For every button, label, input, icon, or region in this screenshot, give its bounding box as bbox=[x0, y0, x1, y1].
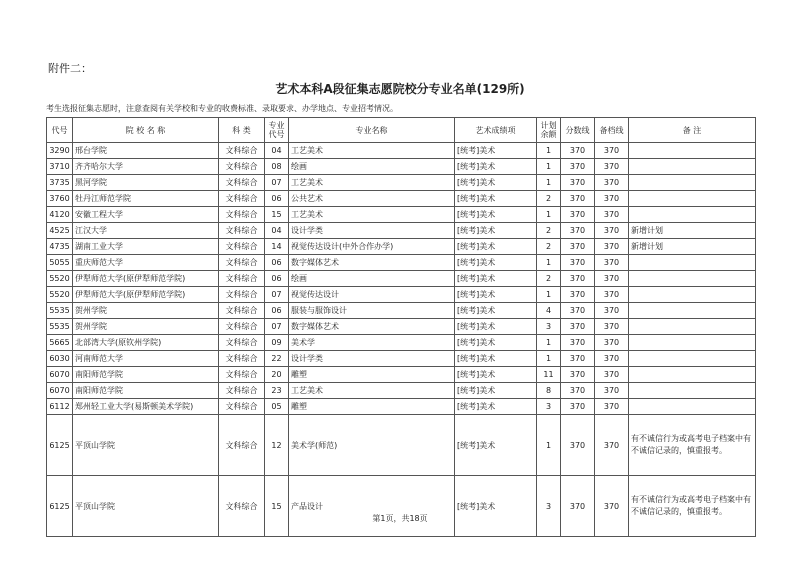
cell-exam: [统考]美术 bbox=[455, 351, 537, 367]
cell-code: 6070 bbox=[47, 383, 73, 399]
cell-category: 文科综合 bbox=[219, 271, 265, 287]
cell-file-score: 370 bbox=[595, 255, 629, 271]
cell-exam: [统考]美术 bbox=[455, 367, 537, 383]
header-exam: 艺术成绩项 bbox=[455, 118, 537, 143]
table-row bbox=[47, 207, 756, 223]
cell-file-score: 370 bbox=[595, 191, 629, 207]
cell-major-name: 雕塑 bbox=[289, 399, 455, 415]
cell-category: 文科综合 bbox=[219, 303, 265, 319]
cell-major-name: 服装与服饰设计 bbox=[289, 303, 455, 319]
cell-school: 北部湾大学(原钦州学院) bbox=[73, 335, 219, 351]
cell-file-score: 370 bbox=[595, 287, 629, 303]
cell-major-name: 美术学(师范) bbox=[289, 415, 455, 476]
cell-category: 文科综合 bbox=[219, 175, 265, 191]
cell-school: 邢台学院 bbox=[73, 143, 219, 159]
cell-category: 文科综合 bbox=[219, 143, 265, 159]
cell-code: 6112 bbox=[47, 399, 73, 415]
cell-code: 3735 bbox=[47, 175, 73, 191]
cell-school: 伊犁师范大学(原伊犁师范学院) bbox=[73, 271, 219, 287]
table-row bbox=[47, 476, 756, 537]
cell-major-code: 05 bbox=[265, 399, 289, 415]
cell-plan: 2 bbox=[537, 223, 561, 239]
cell-remark bbox=[629, 399, 756, 415]
cell-school: 重庆师范大学 bbox=[73, 255, 219, 271]
cell-major-name: 公共艺术 bbox=[289, 191, 455, 207]
cell-exam: [统考]美术 bbox=[455, 207, 537, 223]
cell-major-name: 数字媒体艺术 bbox=[289, 319, 455, 335]
cell-major-code: 23 bbox=[265, 383, 289, 399]
cell-category: 文科综合 bbox=[219, 287, 265, 303]
cell-plan: 4 bbox=[537, 303, 561, 319]
cell-plan: 1 bbox=[537, 255, 561, 271]
cell-exam: [统考]美术 bbox=[455, 303, 537, 319]
cell-category: 文科综合 bbox=[219, 159, 265, 175]
cell-major-code: 04 bbox=[265, 143, 289, 159]
cell-plan: 1 bbox=[537, 143, 561, 159]
cell-school: 南阳师范学院 bbox=[73, 367, 219, 383]
cell-exam: [统考]美术 bbox=[455, 159, 537, 175]
header-remark: 备 注 bbox=[629, 118, 756, 143]
table-row bbox=[47, 223, 756, 239]
table-row bbox=[47, 287, 756, 303]
table-row bbox=[47, 271, 756, 287]
cell-code: 5520 bbox=[47, 271, 73, 287]
cell-major-code: 06 bbox=[265, 191, 289, 207]
cell-score: 370 bbox=[561, 383, 595, 399]
cell-code: 6030 bbox=[47, 351, 73, 367]
cell-file-score: 370 bbox=[595, 399, 629, 415]
cell-remark bbox=[629, 303, 756, 319]
cell-category: 文科综合 bbox=[219, 383, 265, 399]
cell-remark bbox=[629, 319, 756, 335]
cell-exam: [统考]美术 bbox=[455, 383, 537, 399]
cell-major-name: 工艺美术 bbox=[289, 143, 455, 159]
cell-school: 平顶山学院 bbox=[73, 415, 219, 476]
cell-major-code: 22 bbox=[265, 351, 289, 367]
cell-major-name: 绘画 bbox=[289, 271, 455, 287]
cell-file-score: 370 bbox=[595, 239, 629, 255]
cell-code: 5665 bbox=[47, 335, 73, 351]
cell-school: 齐齐哈尔大学 bbox=[73, 159, 219, 175]
cell-code: 3710 bbox=[47, 159, 73, 175]
cell-score: 370 bbox=[561, 175, 595, 191]
cell-category: 文科综合 bbox=[219, 399, 265, 415]
cell-plan: 1 bbox=[537, 415, 561, 476]
cell-file-score: 370 bbox=[595, 351, 629, 367]
cell-plan: 2 bbox=[537, 239, 561, 255]
cell-code: 5520 bbox=[47, 287, 73, 303]
cell-major-name: 绘画 bbox=[289, 159, 455, 175]
cell-remark bbox=[629, 335, 756, 351]
table-body bbox=[47, 143, 756, 537]
table-row bbox=[47, 351, 756, 367]
cell-major-code: 06 bbox=[265, 255, 289, 271]
cell-remark bbox=[629, 255, 756, 271]
cell-major-name: 视觉传达设计 bbox=[289, 287, 455, 303]
cell-code: 4735 bbox=[47, 239, 73, 255]
cell-major-code: 20 bbox=[265, 367, 289, 383]
cell-remark: 有不诚信行为或高考电子档案中有不诚信记录的，慎重报考。 bbox=[629, 415, 756, 476]
cell-score: 370 bbox=[561, 351, 595, 367]
cell-score: 370 bbox=[561, 159, 595, 175]
cell-code: 4120 bbox=[47, 207, 73, 223]
cell-plan: 11 bbox=[537, 367, 561, 383]
page-title: 艺术本科A段征集志愿院校分专业名单(129所) bbox=[275, 82, 525, 96]
cell-file-score: 370 bbox=[595, 383, 629, 399]
cell-exam: [统考]美术 bbox=[455, 271, 537, 287]
cell-code: 4525 bbox=[47, 223, 73, 239]
cell-remark: 有不诚信行为或高考电子档案中有不诚信记录的，慎重报考。 bbox=[629, 476, 756, 537]
cell-exam: [统考]美术 bbox=[455, 287, 537, 303]
cell-school: 平顶山学院 bbox=[73, 476, 219, 537]
cell-category: 文科综合 bbox=[219, 255, 265, 271]
header-major-name: 专业名称 bbox=[289, 118, 455, 143]
cell-major-code: 06 bbox=[265, 271, 289, 287]
attachment-label: 附件二： bbox=[48, 62, 92, 75]
cell-file-score: 370 bbox=[595, 175, 629, 191]
cell-code: 6125 bbox=[47, 415, 73, 476]
cell-remark bbox=[629, 367, 756, 383]
table-row bbox=[47, 255, 756, 271]
cell-major-code: 06 bbox=[265, 303, 289, 319]
cell-score: 370 bbox=[561, 191, 595, 207]
cell-major-name: 工艺美术 bbox=[289, 207, 455, 223]
cell-major-name: 产品设计 bbox=[289, 476, 455, 537]
cell-major-code: 08 bbox=[265, 159, 289, 175]
enrollment-table bbox=[46, 117, 756, 537]
cell-major-code: 07 bbox=[265, 287, 289, 303]
cell-remark bbox=[629, 287, 756, 303]
cell-exam: [统考]美术 bbox=[455, 239, 537, 255]
cell-file-score: 370 bbox=[595, 159, 629, 175]
cell-file-score: 370 bbox=[595, 476, 629, 537]
cell-category: 文科综合 bbox=[219, 367, 265, 383]
cell-file-score: 370 bbox=[595, 223, 629, 239]
notice-text: 考生选报征集志愿时，注意查阅有关学校和专业的收费标准、录取要求、办学地点、专业招考情况。 bbox=[46, 104, 398, 113]
cell-exam: [统考]美术 bbox=[455, 175, 537, 191]
cell-score: 370 bbox=[561, 287, 595, 303]
cell-score: 370 bbox=[561, 367, 595, 383]
table-row bbox=[47, 239, 756, 255]
cell-major-code: 07 bbox=[265, 319, 289, 335]
table-row bbox=[47, 383, 756, 399]
cell-remark bbox=[629, 159, 756, 175]
cell-category: 文科综合 bbox=[219, 335, 265, 351]
header-major-code: 专业代号 bbox=[265, 118, 289, 143]
cell-file-score: 370 bbox=[595, 303, 629, 319]
cell-major-name: 设计学类 bbox=[289, 223, 455, 239]
cell-code: 5535 bbox=[47, 303, 73, 319]
cell-score: 370 bbox=[561, 415, 595, 476]
table-row bbox=[47, 303, 756, 319]
cell-remark bbox=[629, 207, 756, 223]
cell-major-name: 视觉传达设计(中外合作办学) bbox=[289, 239, 455, 255]
cell-school: 贺州学院 bbox=[73, 319, 219, 335]
cell-school: 江汉大学 bbox=[73, 223, 219, 239]
cell-file-score: 370 bbox=[595, 319, 629, 335]
cell-category: 文科综合 bbox=[219, 223, 265, 239]
cell-remark bbox=[629, 143, 756, 159]
cell-remark bbox=[629, 383, 756, 399]
cell-file-score: 370 bbox=[595, 415, 629, 476]
cell-plan: 3 bbox=[537, 319, 561, 335]
cell-major-code: 09 bbox=[265, 335, 289, 351]
cell-school: 牡丹江师范学院 bbox=[73, 191, 219, 207]
table-row bbox=[47, 175, 756, 191]
header-category: 科 类 bbox=[219, 118, 265, 143]
cell-score: 370 bbox=[561, 255, 595, 271]
cell-score: 370 bbox=[561, 143, 595, 159]
cell-file-score: 370 bbox=[595, 367, 629, 383]
cell-category: 文科综合 bbox=[219, 319, 265, 335]
cell-major-code: 15 bbox=[265, 476, 289, 537]
cell-code: 3760 bbox=[47, 191, 73, 207]
cell-remark bbox=[629, 351, 756, 367]
cell-score: 370 bbox=[561, 319, 595, 335]
header-file-score: 备档线 bbox=[595, 118, 629, 143]
cell-code: 6070 bbox=[47, 367, 73, 383]
table-row bbox=[47, 415, 756, 476]
cell-major-name: 雕塑 bbox=[289, 367, 455, 383]
cell-school: 南阳师范学院 bbox=[73, 383, 219, 399]
cell-file-score: 370 bbox=[595, 207, 629, 223]
cell-major-name: 美术学 bbox=[289, 335, 455, 351]
cell-plan: 1 bbox=[537, 335, 561, 351]
cell-exam: [统考]美术 bbox=[455, 143, 537, 159]
cell-remark: 新增计划 bbox=[629, 239, 756, 255]
cell-major-name: 工艺美术 bbox=[289, 175, 455, 191]
cell-major-code: 07 bbox=[265, 175, 289, 191]
cell-major-name: 数字媒体艺术 bbox=[289, 255, 455, 271]
cell-exam: [统考]美术 bbox=[455, 191, 537, 207]
table-row bbox=[47, 143, 756, 159]
cell-plan: 1 bbox=[537, 207, 561, 223]
table-row bbox=[47, 319, 756, 335]
cell-plan: 2 bbox=[537, 271, 561, 287]
cell-remark bbox=[629, 175, 756, 191]
cell-code: 6125 bbox=[47, 476, 73, 537]
cell-category: 文科综合 bbox=[219, 476, 265, 537]
cell-file-score: 370 bbox=[595, 271, 629, 287]
cell-remark bbox=[629, 191, 756, 207]
table-row bbox=[47, 335, 756, 351]
cell-exam: [统考]美术 bbox=[455, 476, 537, 537]
cell-major-code: 12 bbox=[265, 415, 289, 476]
cell-category: 文科综合 bbox=[219, 351, 265, 367]
cell-major-name: 工艺美术 bbox=[289, 383, 455, 399]
cell-category: 文科综合 bbox=[219, 207, 265, 223]
header-code: 代号 bbox=[47, 118, 73, 143]
table-row bbox=[47, 191, 756, 207]
cell-major-code: 15 bbox=[265, 207, 289, 223]
cell-file-score: 370 bbox=[595, 143, 629, 159]
header-school: 院 校 名 称 bbox=[73, 118, 219, 143]
cell-score: 370 bbox=[561, 271, 595, 287]
cell-school: 郑州轻工业大学(易斯顿美术学院) bbox=[73, 399, 219, 415]
cell-score: 370 bbox=[561, 207, 595, 223]
cell-plan: 8 bbox=[537, 383, 561, 399]
cell-category: 文科综合 bbox=[219, 415, 265, 476]
cell-major-code: 14 bbox=[265, 239, 289, 255]
cell-category: 文科综合 bbox=[219, 239, 265, 255]
cell-score: 370 bbox=[561, 399, 595, 415]
cell-plan: 1 bbox=[537, 287, 561, 303]
cell-code: 3290 bbox=[47, 143, 73, 159]
cell-file-score: 370 bbox=[595, 335, 629, 351]
cell-score: 370 bbox=[561, 335, 595, 351]
cell-exam: [统考]美术 bbox=[455, 335, 537, 351]
cell-code: 5055 bbox=[47, 255, 73, 271]
table-row bbox=[47, 399, 756, 415]
cell-school: 黑河学院 bbox=[73, 175, 219, 191]
cell-code: 5535 bbox=[47, 319, 73, 335]
cell-exam: [统考]美术 bbox=[455, 319, 537, 335]
cell-school: 伊犁师范大学(原伊犁师范学院) bbox=[73, 287, 219, 303]
cell-score: 370 bbox=[561, 476, 595, 537]
cell-exam: [统考]美术 bbox=[455, 223, 537, 239]
page-footer: 第1页，共18页 bbox=[372, 514, 428, 523]
cell-plan: 2 bbox=[537, 191, 561, 207]
cell-score: 370 bbox=[561, 303, 595, 319]
cell-remark bbox=[629, 271, 756, 287]
table-row bbox=[47, 159, 756, 175]
cell-school: 安徽工程大学 bbox=[73, 207, 219, 223]
cell-score: 370 bbox=[561, 239, 595, 255]
cell-plan: 3 bbox=[537, 476, 561, 537]
table-header-row bbox=[47, 118, 756, 143]
cell-category: 文科综合 bbox=[219, 191, 265, 207]
cell-remark: 新增计划 bbox=[629, 223, 756, 239]
header-plan: 计划余额 bbox=[537, 118, 561, 143]
table-row bbox=[47, 367, 756, 383]
cell-school: 河南师范大学 bbox=[73, 351, 219, 367]
cell-exam: [统考]美术 bbox=[455, 399, 537, 415]
cell-plan: 1 bbox=[537, 159, 561, 175]
cell-plan: 1 bbox=[537, 175, 561, 191]
cell-school: 湖南工业大学 bbox=[73, 239, 219, 255]
header-score: 分数线 bbox=[561, 118, 595, 143]
cell-exam: [统考]美术 bbox=[455, 415, 537, 476]
cell-exam: [统考]美术 bbox=[455, 255, 537, 271]
cell-score: 370 bbox=[561, 223, 595, 239]
cell-plan: 1 bbox=[537, 351, 561, 367]
cell-school: 贺州学院 bbox=[73, 303, 219, 319]
cell-plan: 3 bbox=[537, 399, 561, 415]
cell-major-code: 04 bbox=[265, 223, 289, 239]
cell-major-name: 设计学类 bbox=[289, 351, 455, 367]
